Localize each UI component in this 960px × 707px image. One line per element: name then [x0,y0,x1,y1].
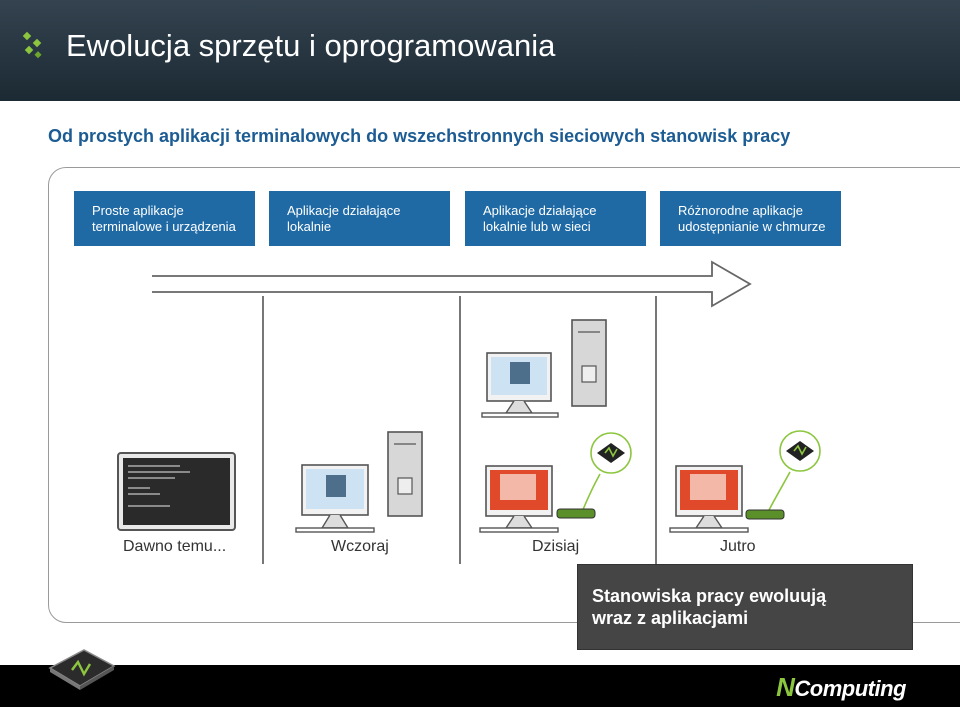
page-subtitle: Od prostych aplikacji terminalowych do wszechstronnych sieciowych stanowisk pracy [48,126,791,146]
ncomputing-device-icon [46,646,118,692]
era-label-yesterday: Wczoraj [331,538,389,555]
era-label-long-ago: Dawno temu... [123,538,227,555]
brand-rest: Computing [794,676,906,701]
summary-callout: Stanowiska pracy ewoluują wraz z aplikacjami [577,564,913,650]
ncomputing-device-icon [591,433,631,473]
pc-monitor-icon [296,465,374,532]
stage-label: Proste aplikacje terminalowe i urządzenia [92,203,236,234]
pc-tower-icon [388,432,422,516]
era-label-tomorrow: Jutro [720,538,756,555]
ncomputing-logo [776,672,906,703]
ncomputing-device-icon [780,431,820,471]
stage-label: Różnorodne aplikacje udostępnianie w chmurze [678,203,826,234]
cloud-monitor-icon [480,466,558,532]
connection-arrow [582,474,600,512]
thin-client-icon [557,509,595,518]
brand-n: N [776,672,795,702]
stage-label: Aplikacje działające lokalnie lub w sieci [483,203,597,234]
pc-tower-icon [572,320,606,406]
terminal-monitor-icon [118,453,235,530]
thin-client-icon [746,510,784,519]
cloud-monitor-icon [670,466,748,532]
stage-label: Aplikacje działające lokalnie [287,203,401,234]
timeline-arrow [152,262,750,306]
era-label-today: Dzisiaj [532,538,580,555]
pc-monitor-icon [482,353,558,417]
connection-arrow [768,472,790,512]
page-title: Ewolucja sprzętu i oprogramowania [66,28,556,63]
